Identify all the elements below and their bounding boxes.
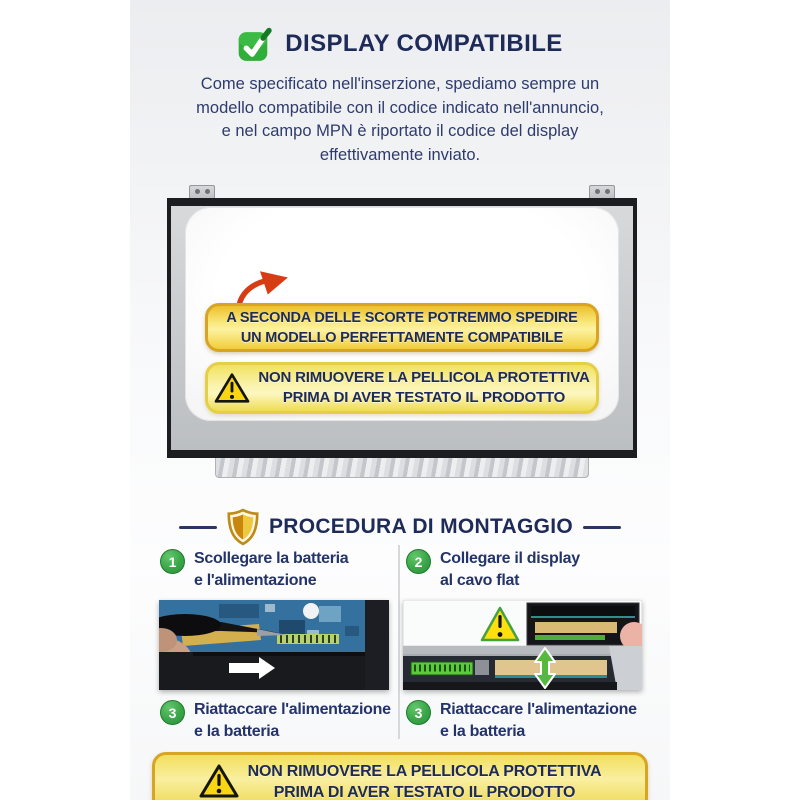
content-area — [130, 0, 670, 800]
intro-line: effettivamente inviato. — [319, 145, 481, 164]
step-3-left-line2: e la batteria — [194, 722, 280, 740]
intro-line: modello compatibile con il codice indicato nell'annuncio, — [196, 98, 604, 117]
step-3-right-text — [440, 699, 637, 742]
stock-notice-line1: A SECONDA DELLE SCORTE POTREMMO SPEDIRE — [226, 309, 578, 326]
protective-film-text — [258, 368, 589, 408]
warning-triangle-icon — [199, 763, 239, 799]
flat-cable-connect-photo — [403, 600, 642, 690]
step-3-left-text — [194, 699, 391, 742]
procedure-header — [130, 508, 670, 546]
warning-triangle-icon — [214, 372, 250, 404]
header — [130, 27, 670, 61]
step-1-line1: Scollegare la batteria — [194, 550, 349, 567]
step-3-right-line2: e la batteria — [440, 722, 526, 740]
footer-warning-banner — [152, 752, 648, 800]
procedure-title: PROCEDURA DI MONTAGGIO — [268, 515, 574, 538]
protective-film-line2: PRIMA DI AVER TESTATO IL PRODOTTO — [282, 389, 566, 406]
step-1-line2: e l'alimentazione — [194, 571, 317, 589]
stock-notice-banner — [205, 303, 599, 352]
connector-illustration — [403, 600, 642, 690]
step-3-right-badge: 3 — [406, 700, 431, 725]
step-1-text — [194, 548, 348, 591]
header-rule-right — [583, 526, 621, 529]
battery-disconnect-photo — [159, 600, 389, 690]
step-2-line1: Collegare il display — [440, 550, 580, 567]
header-rule-left — [179, 526, 217, 529]
step-3-right-line1: Riattaccare l'alimentazione — [440, 701, 637, 718]
footer-warning-line1: NON RIMUOVERE LA PELLICOLA PROTETTIVA — [247, 763, 602, 780]
step-3-right — [406, 699, 637, 742]
step-2-badge: 2 — [406, 549, 431, 574]
motherboard-illustration — [159, 600, 389, 690]
stock-notice-text — [226, 308, 577, 348]
step-3-left-badge: 3 — [160, 700, 185, 725]
check-icon — [237, 27, 274, 61]
step-1-badge: 1 — [160, 549, 185, 574]
page-title: DISPLAY COMPATIBILE — [285, 30, 563, 57]
step-3-left-line1: Riattaccare l'alimentazione — [194, 701, 391, 718]
step-1 — [160, 548, 348, 591]
stock-notice-line2: UN MODELLO PERFETTAMENTE COMPATIBILE — [240, 329, 564, 346]
protective-film-line1: NON RIMUOVERE LA PELLICOLA PROTETTIVA — [258, 369, 590, 386]
intro-line: Come specificato nell'inserzione, spediamo sempre un — [200, 75, 600, 93]
footer-warning-line2: PRIMA DI AVER TESTATO IL PRODOTTO — [273, 784, 576, 800]
shield-icon — [227, 508, 259, 546]
intro-line: e nel campo MPN è riportato il codice del display — [221, 122, 579, 140]
backlight-foil-strip — [215, 458, 589, 478]
step-2-text — [440, 548, 580, 591]
step-2 — [406, 548, 580, 591]
step-2-line2: al cavo flat — [440, 571, 520, 589]
column-divider — [398, 545, 400, 739]
protective-film-banner — [205, 362, 599, 414]
footer-warning-text — [248, 761, 602, 800]
lcd-panel-illustration — [167, 185, 637, 477]
intro-paragraph — [130, 73, 670, 167]
step-3-left — [160, 699, 391, 742]
